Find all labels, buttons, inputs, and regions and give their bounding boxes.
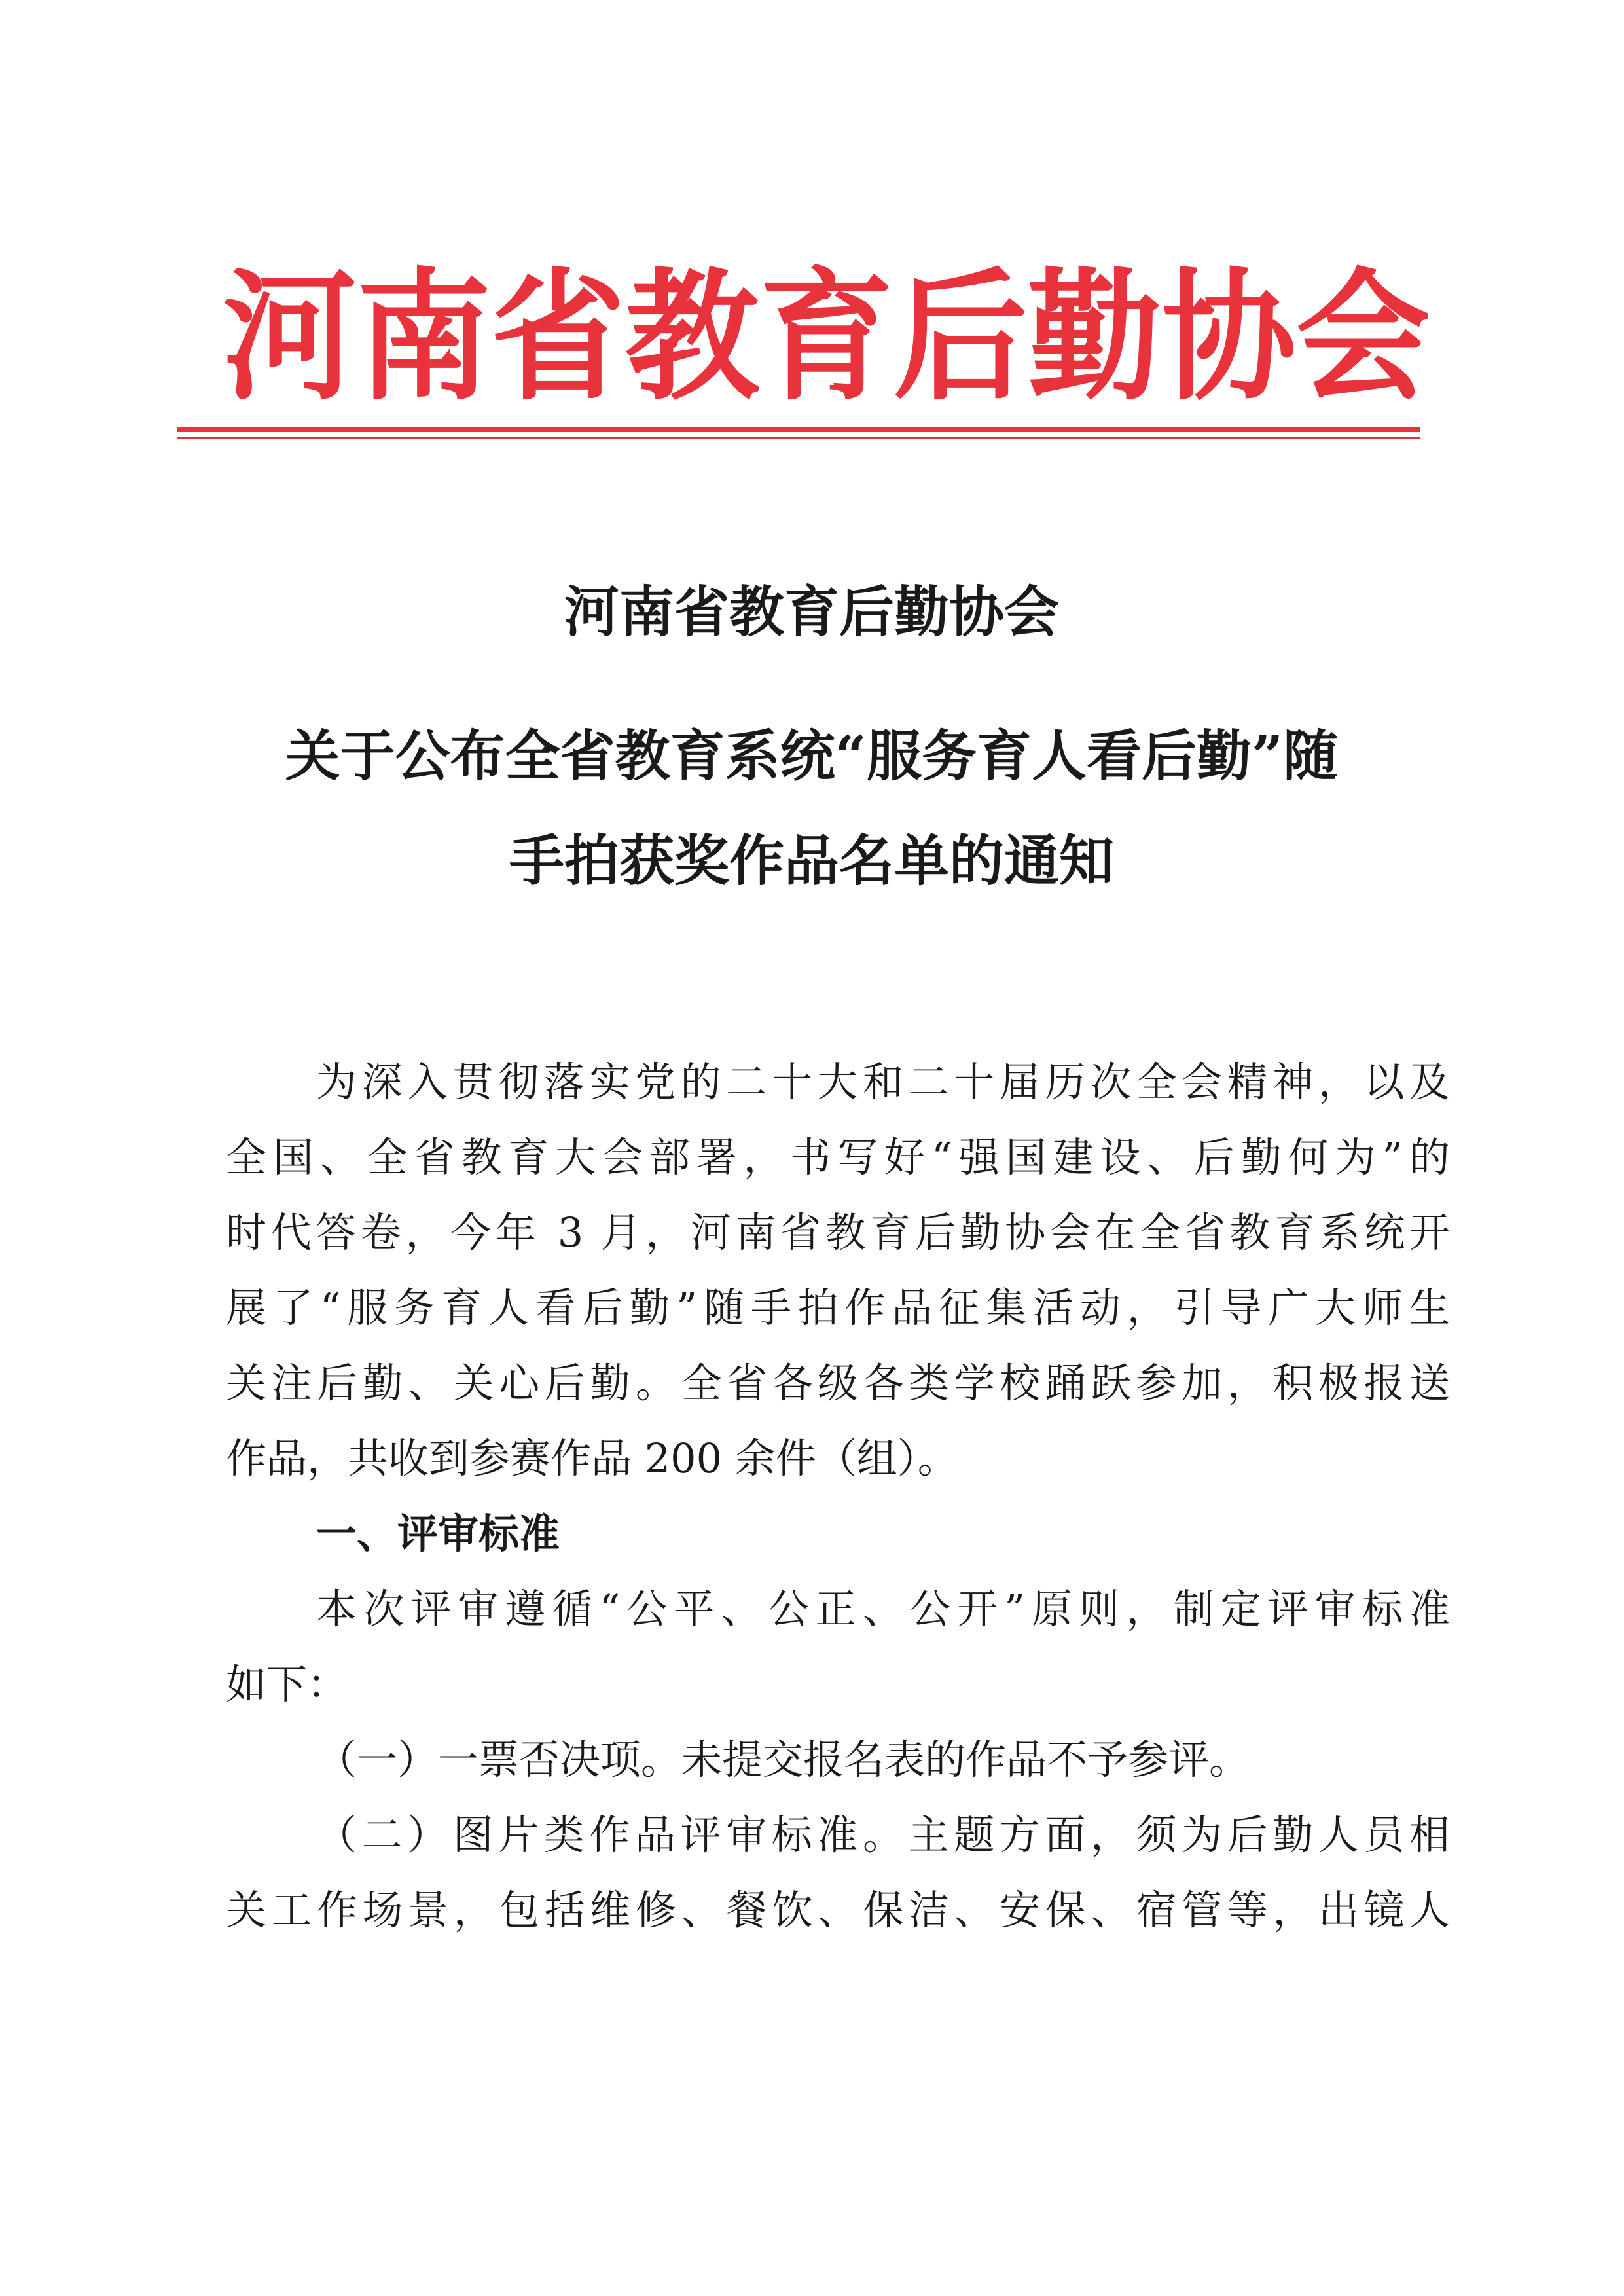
letterhead-rule-thick — [177, 427, 1420, 432]
title-line-3: 手拍获奖作品名单的通知 — [509, 828, 1114, 893]
body-line: 关注后勤、关心后勤。全省各级各类学校踊跃参加，积极报送 — [226, 1359, 1450, 1407]
body-line: （一）一票否决项。未提交报名表的作品不予参评。 — [316, 1736, 1250, 1783]
body-line: 本次评审遵循“公平、公正、公开”原则，制定评审标准 — [316, 1585, 1450, 1633]
body-line: 全国、全省教育大会部署，书写好“强国建设、后勤何为”的 — [226, 1133, 1450, 1181]
body-line: 为深入贯彻落实党的二十大和二十届历次全会精神，以及 — [316, 1058, 1450, 1106]
body-line: 如下： — [226, 1660, 348, 1708]
body-line: 展了“服务育人看后勤”随手拍作品征集活动，引导广大师生 — [226, 1284, 1450, 1332]
body-text — [226, 1044, 1450, 1948]
body-line: （二）图片类作品评审标准。主题方面，须为后勤人员相 — [316, 1811, 1450, 1859]
title-line-1: 河南省教育后勤协会 — [564, 579, 1059, 644]
body-line: 作品，共收到参赛作品 200 余件（组）。 — [226, 1434, 958, 1482]
letterhead-org-name: 河南省教育后勤协会 — [223, 255, 1430, 420]
title-line-2: 关于公布全省教育系统“服务育人看后勤”随 — [285, 723, 1339, 788]
body-line: 时代答卷，今年 3 月，河南省教育后勤协会在全省教育系统开 — [226, 1209, 1450, 1256]
letterhead-rule-thin — [177, 437, 1420, 439]
body-line: 关工作场景，包括维修、餐饮、保洁、安保、宿管等，出镜人 — [226, 1886, 1450, 1934]
section-heading: 一、评审标准 — [316, 1510, 560, 1558]
